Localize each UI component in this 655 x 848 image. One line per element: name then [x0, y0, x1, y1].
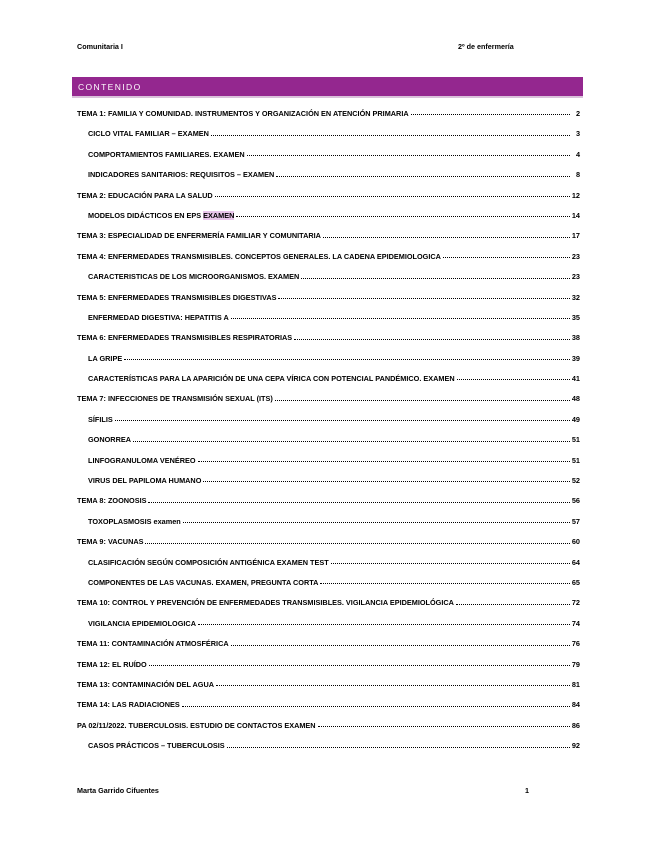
- footer-page-number: 1: [525, 786, 529, 795]
- toc-entry[interactable]: [77, 655, 580, 675]
- toc-entry[interactable]: [77, 288, 580, 308]
- toc-entry-title: TEMA 12: EL RUÍDO: [77, 659, 147, 669]
- toc-entry-title: GONORREA: [88, 435, 131, 445]
- toc-dot-leader: [236, 216, 570, 217]
- toc-entry-title: SÍFILIS: [88, 414, 113, 424]
- toc-entry[interactable]: [77, 308, 580, 328]
- header-left: Comunitaria I: [77, 42, 123, 51]
- toc-entry[interactable]: [77, 349, 580, 369]
- toc-dot-leader: [115, 420, 570, 421]
- toc-entry[interactable]: [77, 573, 580, 593]
- toc-entry[interactable]: [77, 104, 580, 124]
- toc-entry[interactable]: [77, 145, 580, 165]
- toc-entry-title: VIRUS DEL PAPILOMA HUMANO: [88, 476, 202, 486]
- toc-entry[interactable]: [77, 369, 580, 389]
- toc-entry-title: TEMA 3: ESPECIALIDAD DE ENFERMERÍA FAMILIAR Y COMUNITARIA: [77, 231, 321, 241]
- toc-entry[interactable]: [77, 247, 580, 267]
- toc-entry-page: 3: [575, 129, 580, 139]
- toc-entry-page: 35: [571, 312, 580, 322]
- toc-entry-title: TEMA 11: CONTAMINACIÓN ATMOSFÉRICA: [77, 639, 229, 649]
- toc-entry[interactable]: [77, 410, 580, 430]
- toc-entry[interactable]: [77, 186, 580, 206]
- toc-dot-leader: [456, 604, 570, 605]
- toc-entry-page: 17: [571, 231, 580, 241]
- toc-entry[interactable]: [77, 532, 580, 552]
- toc-entry-title: TEMA 1: FAMILIA Y COMUNIDAD. INSTRUMENTOS Y ORGANIZACIÓN EN ATENCIÓN PRIMARIA: [77, 109, 409, 118]
- toc-entry-title: TEMA 4: ENFERMEDADES TRANSMISIBLES. CONCEPTOS GENERALES. LA CADENA EPIDEMIOLOGICA: [77, 251, 441, 261]
- toc-dot-leader: [198, 461, 570, 462]
- toc-dot-leader: [231, 645, 570, 646]
- toc-entry-page: 48: [571, 394, 580, 404]
- toc-entry-title: TEMA 6: ENFERMEDADES TRANSMISIBLES RESPIRATORIAS: [77, 333, 293, 343]
- toc-entry[interactable]: [77, 471, 580, 491]
- toc-entry-highlight: EXAMEN: [203, 210, 235, 220]
- toc-entry[interactable]: [77, 695, 580, 715]
- toc-dot-leader: [320, 583, 569, 584]
- toc-entry-page: 8: [575, 170, 580, 180]
- toc-entry-page: 41: [571, 374, 580, 384]
- toc-entry[interactable]: [77, 614, 580, 634]
- toc-entry-title: COMPORTAMIENTOS FAMILIARES. EXAMEN: [88, 149, 245, 159]
- toc-dot-leader: [211, 135, 570, 136]
- toc-entry-page: 2: [575, 109, 580, 118]
- toc-dot-leader: [275, 400, 570, 401]
- toc-entry-title: MODELOS DIDÁCTICOS EN EPS EXAMEN: [88, 210, 235, 220]
- toc-entry-page: 52: [571, 476, 580, 486]
- toc-entry[interactable]: [77, 593, 580, 613]
- toc-entry-page: 38: [571, 333, 580, 343]
- toc-entry-page: 12: [571, 190, 580, 200]
- toc-entry[interactable]: [77, 389, 580, 409]
- toc-entry[interactable]: [77, 267, 580, 287]
- toc-entry[interactable]: [77, 206, 580, 226]
- contents-banner: [72, 77, 583, 98]
- toc-entry-title: ENFERMEDAD DIGESTIVA: HEPATITIS A: [88, 312, 229, 322]
- toc-dot-leader: [183, 522, 570, 523]
- toc-entry[interactable]: [77, 553, 580, 573]
- toc-dot-leader: [294, 339, 570, 340]
- toc-dot-leader: [301, 278, 570, 279]
- toc-entry-title: LA GRIPE: [88, 353, 123, 363]
- toc-entry[interactable]: [77, 165, 580, 185]
- toc-entry-title: TEMA 5: ENFERMEDADES TRANSMISIBLES DIGESTIVAS: [77, 292, 277, 302]
- toc-dot-leader: [276, 176, 570, 177]
- toc-entry-page: 79: [571, 659, 580, 669]
- toc-entry-title: CARACTERISTICAS DE LOS MICROORGANISMOS. EXAMEN: [88, 272, 300, 282]
- toc-entry-page: 51: [571, 455, 580, 465]
- toc-entry-page: 65: [571, 577, 580, 587]
- toc-dot-leader: [148, 502, 569, 503]
- toc-entry-title: TEMA 14: LAS RADIACIONES: [77, 700, 180, 710]
- toc-entry-page: 57: [571, 516, 580, 526]
- toc-dot-leader: [457, 379, 570, 380]
- toc-entry-title: LINFOGRANULOMA VENÉREO: [88, 455, 196, 465]
- toc-dot-leader: [182, 706, 570, 707]
- toc-entry-page: 84: [571, 700, 580, 710]
- toc-entry-page: 51: [571, 435, 580, 445]
- toc-entry[interactable]: [77, 226, 580, 246]
- contents-title: CONTENIDO: [78, 82, 142, 92]
- toc-dot-leader: [198, 624, 570, 625]
- toc-entry[interactable]: [77, 451, 580, 471]
- toc-entry-title: TEMA 13: CONTAMINACIÓN DEL AGUA: [77, 679, 215, 689]
- toc-dot-leader: [145, 543, 569, 544]
- toc-dot-leader: [331, 563, 570, 564]
- toc-entry[interactable]: [77, 675, 580, 695]
- toc-dot-leader: [227, 747, 570, 748]
- toc-entry-page: 4: [575, 149, 580, 159]
- toc-entry-page: 49: [571, 414, 580, 424]
- toc-entry-title: TEMA 10: CONTROL Y PREVENCIÓN DE ENFERMEDADES TRANSMISIBLES. VIGILANCIA EPIDEMIOLÓGICA: [77, 598, 454, 608]
- toc-entry-title: CARACTERÍSTICAS PARA LA APARICIÓN DE UNA CEPA VÍRICA CON POTENCIAL PANDÉMICO. EXAMEN: [88, 374, 455, 384]
- toc-entry-page: 76: [571, 639, 580, 649]
- toc-entry-title: TEMA 8: ZOONOSIS: [77, 496, 147, 506]
- toc-dot-leader: [323, 237, 570, 238]
- toc-dot-leader: [124, 359, 570, 360]
- toc-dot-leader: [247, 155, 570, 156]
- toc-entry-page: 64: [571, 557, 580, 567]
- toc-dot-leader: [216, 685, 570, 686]
- toc-entry[interactable]: [77, 430, 580, 450]
- toc-entry-page: 72: [571, 598, 580, 608]
- toc-dot-leader: [318, 726, 570, 727]
- toc-entry-page: 39: [571, 353, 580, 363]
- toc-dot-leader: [215, 196, 570, 197]
- toc-dot-leader: [133, 441, 570, 442]
- toc-entry-title: CASOS PRÁCTICOS – TUBERCULOSIS: [88, 741, 225, 751]
- toc-entry-page: 86: [571, 720, 580, 730]
- toc-entry[interactable]: [77, 736, 580, 756]
- toc-dot-leader: [231, 318, 570, 319]
- toc-entry-page: 56: [571, 496, 580, 506]
- toc-dot-leader: [443, 257, 570, 258]
- toc-dot-leader: [278, 298, 569, 299]
- toc-entry-page: 92: [571, 741, 580, 751]
- toc-dot-leader: [203, 481, 569, 482]
- toc-entry-title: PA 02/11/2022. TUBERCULOSIS. ESTUDIO DE CONTACTOS EXAMEN: [77, 720, 316, 730]
- toc-entry-title: TEMA 9: VACUNAS: [77, 537, 144, 547]
- toc-entry-title: TOXOPLASMOSIS examen: [88, 516, 181, 526]
- toc-entry-page: 81: [571, 679, 580, 689]
- toc-entry-title: CLASIFICACIÓN SEGÚN COMPOSICIÓN ANTIGÉNICA EXAMEN TEST: [88, 557, 329, 567]
- toc-entry-page: 32: [571, 292, 580, 302]
- toc-entry[interactable]: [77, 124, 580, 144]
- toc-entry-title: COMPONENTES DE LAS VACUNAS. EXAMEN, PREGUNTA CORTA: [88, 577, 319, 587]
- toc-entry-title: CICLO VITAL FAMILIAR – EXAMEN: [88, 129, 209, 139]
- toc-entry-page: 14: [571, 210, 580, 220]
- toc-entry[interactable]: [77, 716, 580, 736]
- toc-entry[interactable]: [77, 634, 580, 654]
- toc-dot-leader: [411, 114, 570, 115]
- toc-entry-title: TEMA 7: INFECCIONES DE TRANSMISIÓN SEXUAL (ITS): [77, 394, 273, 404]
- toc-entry-page: 60: [571, 537, 580, 547]
- toc-entry[interactable]: [77, 491, 580, 511]
- toc-entry[interactable]: [77, 328, 580, 348]
- toc-entry[interactable]: [77, 512, 580, 532]
- toc-entry-title: INDICADORES SANITARIOS: REQUISITOS – EXAMEN: [88, 170, 275, 180]
- toc-entry-title: TEMA 2: EDUCACIÓN PARA LA SALUD: [77, 190, 213, 200]
- toc-entry-page: 23: [571, 272, 580, 282]
- footer-author: Marta Garrido Cifuentes: [77, 786, 159, 795]
- header-right: 2º de enfermería: [458, 42, 514, 51]
- toc-entry-page: 74: [571, 618, 580, 628]
- toc-dot-leader: [149, 665, 570, 666]
- table-of-contents: [77, 104, 580, 757]
- toc-entry-title: VIGILANCIA EPIDEMIOLOGICA: [88, 618, 196, 628]
- toc-entry-page: 23: [571, 251, 580, 261]
